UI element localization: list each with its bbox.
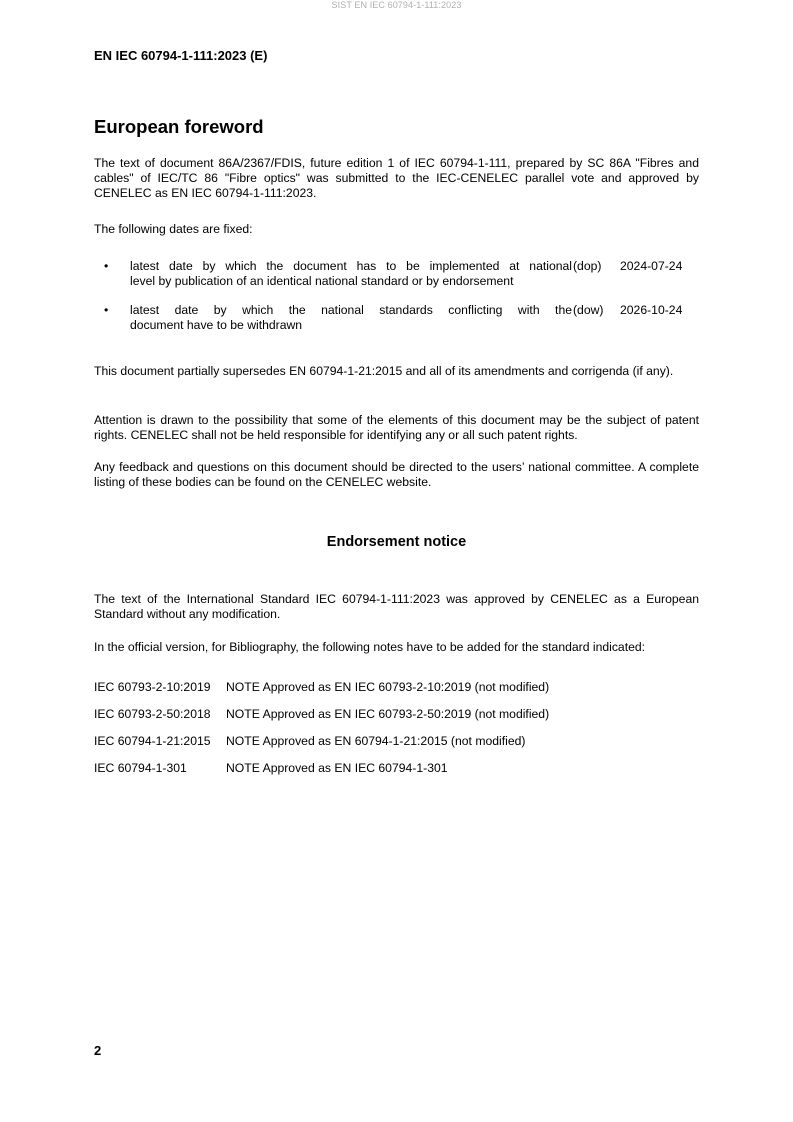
bibliography-note: NOTE Approved as EN IEC 60793-2-50:2019 (not modified) bbox=[226, 707, 550, 721]
patent-paragraph: Attention is drawn to the possibility that some of the elements of this document may be the subject of patent rights. CENELEC shall not be held responsible for identifying any or all such patent rights. bbox=[94, 413, 699, 442]
bibliography-ref: IEC 60794-1-21:2015 bbox=[94, 734, 211, 748]
date-description bbox=[130, 259, 572, 289]
date-value: 2026-10-24 bbox=[620, 303, 683, 317]
endorsement-title: Endorsement notice bbox=[326, 534, 467, 550]
bullet: • bbox=[104, 303, 109, 317]
bibliography-entry bbox=[94, 707, 549, 721]
endorsement-paragraph: The text of the International Standard IEC 60794-1-111:2023 was approved by CENELEC as a European Standard without any modification. bbox=[94, 592, 699, 621]
date-abbreviation: (dow) bbox=[573, 303, 604, 317]
date-row-dop bbox=[94, 259, 699, 293]
date-value: 2024-07-24 bbox=[620, 259, 683, 273]
bibliography-note: NOTE Approved as EN IEC 60793-2-10:2019 (not modified) bbox=[226, 680, 550, 694]
watermark: SIST EN IEC 60794-1-111:2023 bbox=[331, 0, 462, 10]
supersedes-paragraph: This document partially supersedes EN 60794-1-21:2015 and all of its amendments and corrigenda (if any). bbox=[94, 364, 674, 378]
bullet: • bbox=[104, 259, 109, 273]
bibliography-ref: IEC 60794-1-301 bbox=[94, 761, 187, 775]
date-abbreviation: (dop) bbox=[573, 259, 602, 273]
dates-table bbox=[94, 259, 699, 337]
bibliography-note: NOTE Approved as EN IEC 60794-1-301 bbox=[226, 761, 448, 775]
standard-header: EN IEC 60794-1-111:2023 (E) bbox=[94, 48, 268, 63]
bibliography-intro: In the official version, for Bibliography, the following notes have to be added for the standard indicated: bbox=[94, 640, 646, 654]
bibliography-entry bbox=[94, 761, 448, 775]
date-description-line: latest date by which the national standards conflicting with the bbox=[130, 303, 572, 317]
bibliography-ref: IEC 60793-2-50:2018 bbox=[94, 707, 211, 721]
date-description-line: level by publication of an identical national standard or by endorsement bbox=[130, 274, 514, 288]
page-number: 2 bbox=[94, 1043, 102, 1058]
dates-intro: The following dates are fixed: bbox=[94, 222, 253, 236]
feedback-paragraph: Any feedback and questions on this document should be directed to the users’ national committee. A complete listing of these bodies can be found on the CENELEC website. bbox=[94, 460, 699, 489]
date-description-line: document have to be withdrawn bbox=[130, 318, 303, 332]
date-description-line: latest date by which the document has to be implemented at national bbox=[130, 259, 572, 273]
foreword-title: European foreword bbox=[94, 116, 264, 137]
bibliography-note: NOTE Approved as EN 60794-1-21:2015 (not modified) bbox=[226, 734, 526, 748]
bibliography-entry bbox=[94, 680, 549, 694]
bibliography-entry bbox=[94, 734, 525, 748]
bibliography-ref: IEC 60793-2-10:2019 bbox=[94, 680, 211, 694]
date-description bbox=[130, 303, 572, 333]
foreword-paragraph: The text of document 86A/2367/FDIS, future edition 1 of IEC 60794-1-111, prepared by SC 86A "Fibres and cables" of IEC/TC 86 "Fibre optics" was submitted to the IEC-CENELEC parallel vote and approved by CENELEC as EN IEC 60794-1-111:2023. bbox=[94, 156, 699, 200]
date-row-dow bbox=[94, 303, 699, 337]
